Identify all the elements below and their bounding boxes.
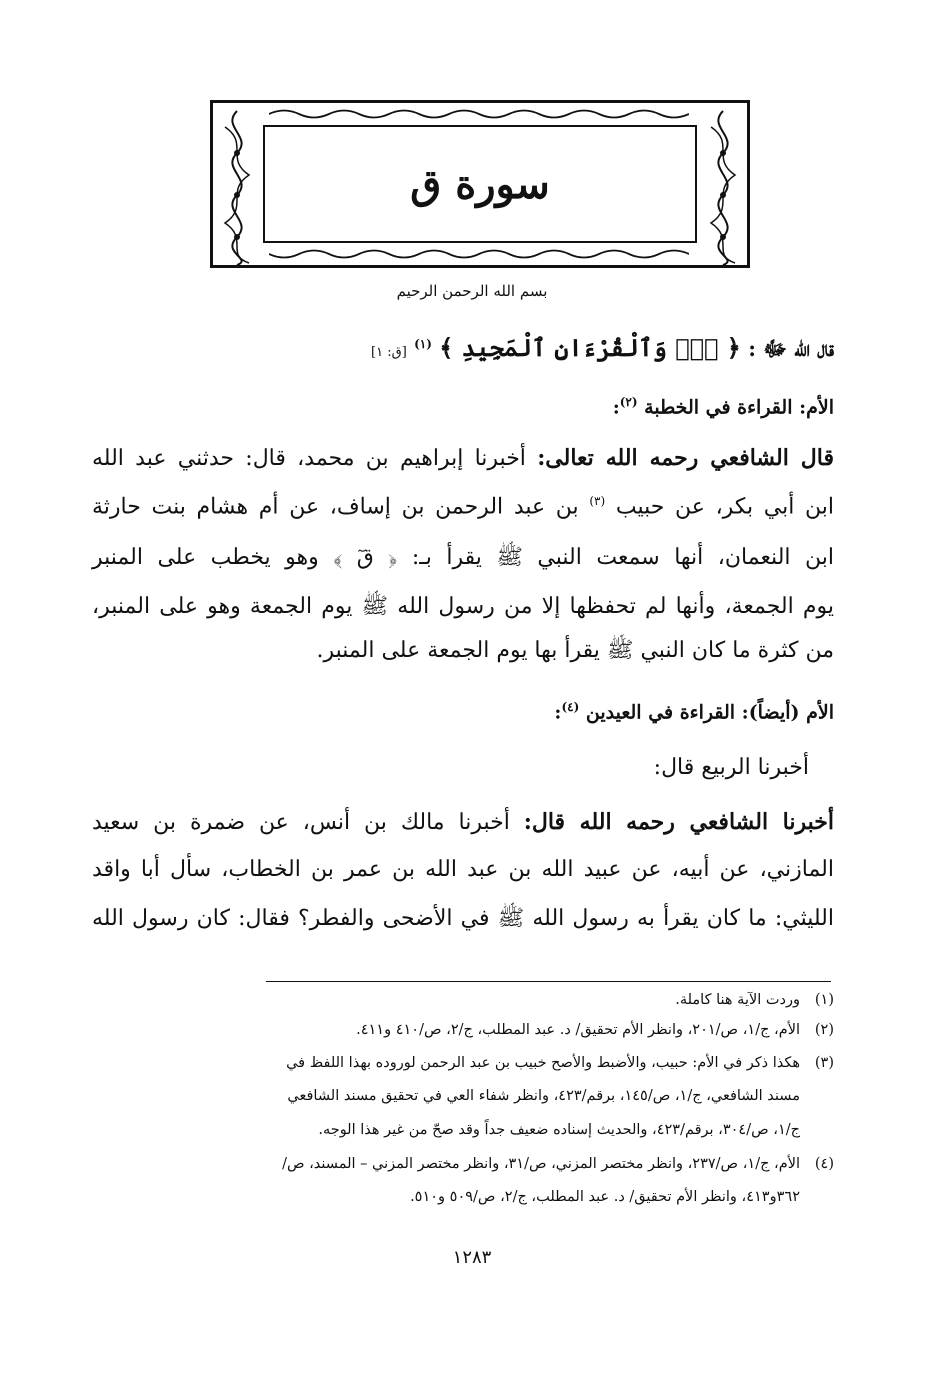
- paragraph-line: الليثي: ما كان يقرأ به رسول الله ﷺ في الأضحى والفطر؟ فقال: كان رسول الله: [92, 906, 834, 931]
- page-number: ١٢٨٣: [452, 1247, 492, 1268]
- paragraph-line: يوم الجمعة، وأنها لم تحفظها إلا من رسول الله ﷺ يوم الجمعة وهو على المنبر،: [92, 594, 834, 619]
- paragraph-line: قال الشافعي رحمه الله تعالى: أخبرنا إبراهيم بن محمد، قال: حدثني عبد الله: [92, 445, 835, 471]
- footnote-continuation: ج/١، ص/٣٠٤، برقم/٤٢٣، والحديث إسناده ضعيف جداً وقد صحّ من غير هذا الوجه.: [318, 1122, 800, 1138]
- ornament-right-border: [703, 107, 743, 267]
- narrator-intro: قال الشافعي رحمه الله تعالى:: [537, 445, 835, 471]
- section-heading: الأم (أيضاً): القراءة في العيدين $^{(٤)}$:: [554, 700, 834, 724]
- paragraph-line: المازني، عن أبيه، عن عبيد الله بن عبد الله بن عمر بن الخطاب، سأل أبا واقد: [92, 857, 834, 882]
- footnote-number: (٢): [814, 1022, 834, 1038]
- paragraph-line: ابن النعمان، أنها سمعت النبي ﷺ يقرأ بـ: ﴿ قٓ ﴾ وهو يخطب على المنبر: [92, 545, 834, 570]
- footnote-ref: (٤): [561, 700, 580, 714]
- paragraph-line: ابن أبي بكر، عن حبيب $^{(٣)}$ بن عبد الرحمن بن إساف، عن أم هشام بنت حارثة: [92, 494, 834, 520]
- footnote-ref: (٢): [619, 395, 638, 409]
- ornament-top-border: [269, 107, 689, 121]
- basmala: بسم الله الرحمن الرحيم: [396, 282, 548, 300]
- paragraph-line: من كثرة ما كان النبي ﷺ يقرأ بها يوم الجمعة على المنبر.: [316, 638, 834, 663]
- footnote: (١)وردت الآية هنا كاملة.: [675, 992, 834, 1008]
- verse-reference: [ق: ١]: [371, 345, 407, 360]
- paragraph-line: أخبرنا الربيع قال:: [653, 755, 809, 780]
- surah-title-frame: [210, 100, 750, 268]
- footnote-ref: (١): [414, 337, 432, 351]
- footnote: (٢)الأم، ج/١، ص/٢٠١، وانظر الأم تحقيق/ د. عبد المطلب، ج/٢، ص/٤١٠ و٤١١.: [356, 1022, 834, 1038]
- footnote: (٣)هكذا ذكر في الأم: حبيب، والأضبط والأصح خبيب بن عبد الرحمن لوروده بهذا اللفظ في: [286, 1055, 834, 1071]
- surah-title: سورة ق: [410, 160, 550, 208]
- surah-title-box: [263, 125, 697, 243]
- footnote-number: (٤): [814, 1156, 834, 1172]
- quranic-verse: ﴿ قٓۚ وَٱلْقُرْءَانِ ٱلْمَجِيدِ ﴾: [439, 333, 741, 362]
- footnote-ref: (٣): [589, 494, 606, 508]
- footnote-separator: [266, 981, 831, 982]
- ornament-left-border: [217, 107, 257, 267]
- section-heading: الأم: القراءة في الخطبة $^{(٢)}$:: [612, 395, 834, 419]
- footnote: (٤)الأم، ج/١، ص/٢٣٧، وانظر مختصر المزني، ص/٣١، وانظر مختصر المزني – المسند، ص/: [282, 1156, 834, 1172]
- ornament-bottom-border: [269, 247, 689, 261]
- footnote-continuation: ٣٦٢و٤١٣، وانظر الأم تحقيق/ د. عبد المطلب، ج/٢، ص/٥٠٩ و٥١٠.: [410, 1189, 800, 1205]
- quote-line: [92, 333, 834, 367]
- narrator-intro: أخبرنا الشافعي رحمه الله قال:: [523, 809, 834, 835]
- quote-intro: قال الله ﷻ :: [748, 336, 834, 361]
- footnote-number: (١): [814, 992, 834, 1008]
- footnote-continuation: مسند الشافعي، ج/١، ص/١٤٥، برقم/٤٢٣، وانظر شفاء العي في تحقيق مسند الشافعي: [287, 1088, 800, 1104]
- footnote-number: (٣): [814, 1055, 834, 1071]
- paragraph-line: أخبرنا الشافعي رحمه الله قال: أخبرنا مالك بن أنس، عن ضمرة بن سعيد: [92, 809, 834, 835]
